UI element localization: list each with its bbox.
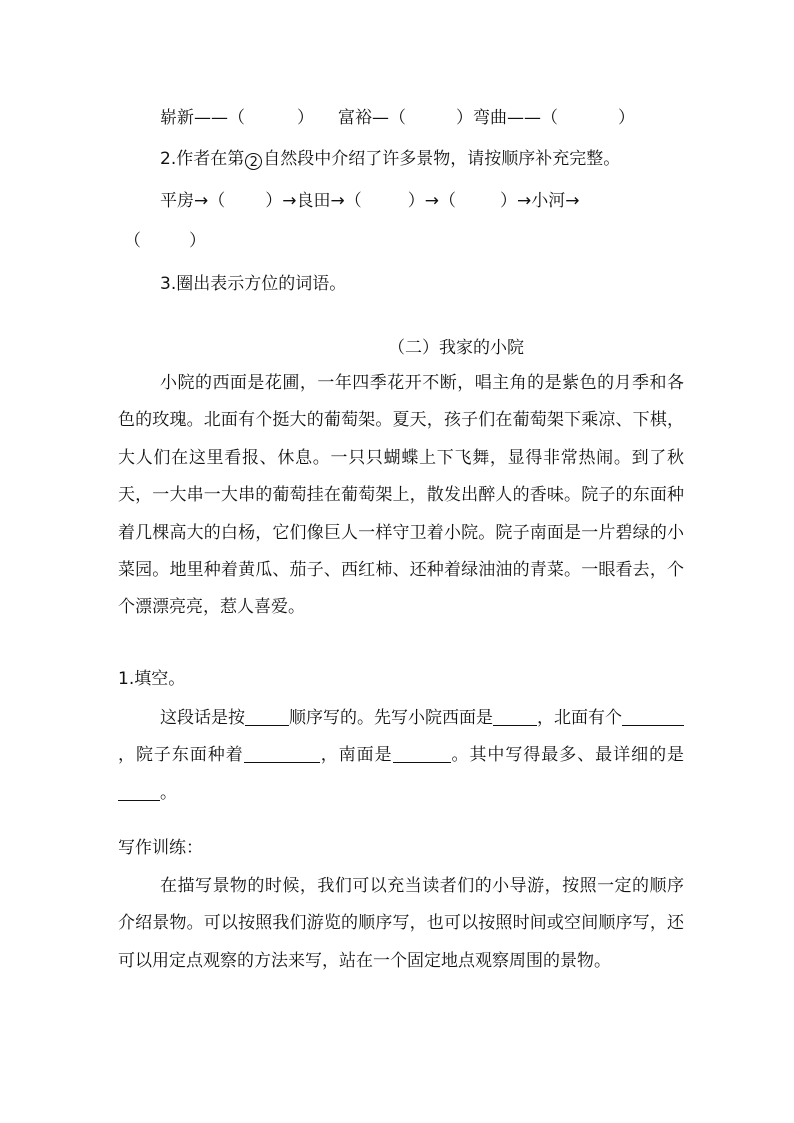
writing-paragraph: 在描写景物的时候，我们可以充当读者们的小导游，按照一定的顺序介绍景物。可以按照我们游览的顺序写，也可以按照时间或空间顺序写，还可以用定点观察的方法来写，站在一个固定地点观察周围的景物。 xyxy=(118,876,684,971)
word-pairs-line: 崭新——（ ） 富裕—（ ）弯曲——（ ） xyxy=(160,108,635,128)
section-title: （二）我家的小院 xyxy=(388,338,524,358)
blank-west[interactable] xyxy=(493,707,537,726)
question-2: 2.作者在第 2 自然段中介绍了许多景物，请按顺序补充完整。 xyxy=(160,149,621,170)
blank-order[interactable] xyxy=(245,707,289,726)
circled-number: 2 xyxy=(245,153,262,170)
question-3: 3.圈出表示方位的词语。 xyxy=(160,274,347,294)
blank-most-detailed[interactable] xyxy=(118,782,160,801)
writing-heading: 写作训练： xyxy=(118,838,203,858)
word-xinxin: 崭新——（ xyxy=(160,108,245,128)
blank-east[interactable] xyxy=(244,744,320,763)
blank-south[interactable] xyxy=(393,744,451,763)
sequence-line: 平房→（ ）→良田→（ ）→（ ）→小河→ xyxy=(160,191,580,211)
word-fuyu: 富裕—（ xyxy=(338,108,406,128)
fill-heading: 1.填空。 xyxy=(118,669,186,689)
word-wanqu: 弯曲——（ xyxy=(473,108,558,128)
fill-paragraph: 这段话是按 顺序写的。先写小院西面是 ，北面有个，院子东面种着 ，南面是 。其中写得最多、最详细的是。 xyxy=(118,708,685,803)
passage-paragraph: 小院的西面是花圃，一年四季花开不断，唱主角的是紫色的月季和各色的玫瑰。北面有个挺大的葡萄架。夏天，孩子们在葡萄架下乘凉、下棋，大人们在这里看报、休息。一只只蝴蝶上下飞舞，显得非常热闹。到了秋天，一大串一大串的葡萄挂在葡萄架上，散发出醉人的香味。院子的东面种着几棵高大的白杨，它们像巨人一样守卫着小院。院子南面是一片碧绿的小菜园。地里种着黄瓜、茄子、西红柿、还种着绿油油的青菜。一眼看去，个个漂漂亮亮，惹人喜爱。 xyxy=(118,373,684,618)
blank-north[interactable] xyxy=(622,707,684,726)
sequence-line-cont: （ ） xyxy=(124,231,206,251)
